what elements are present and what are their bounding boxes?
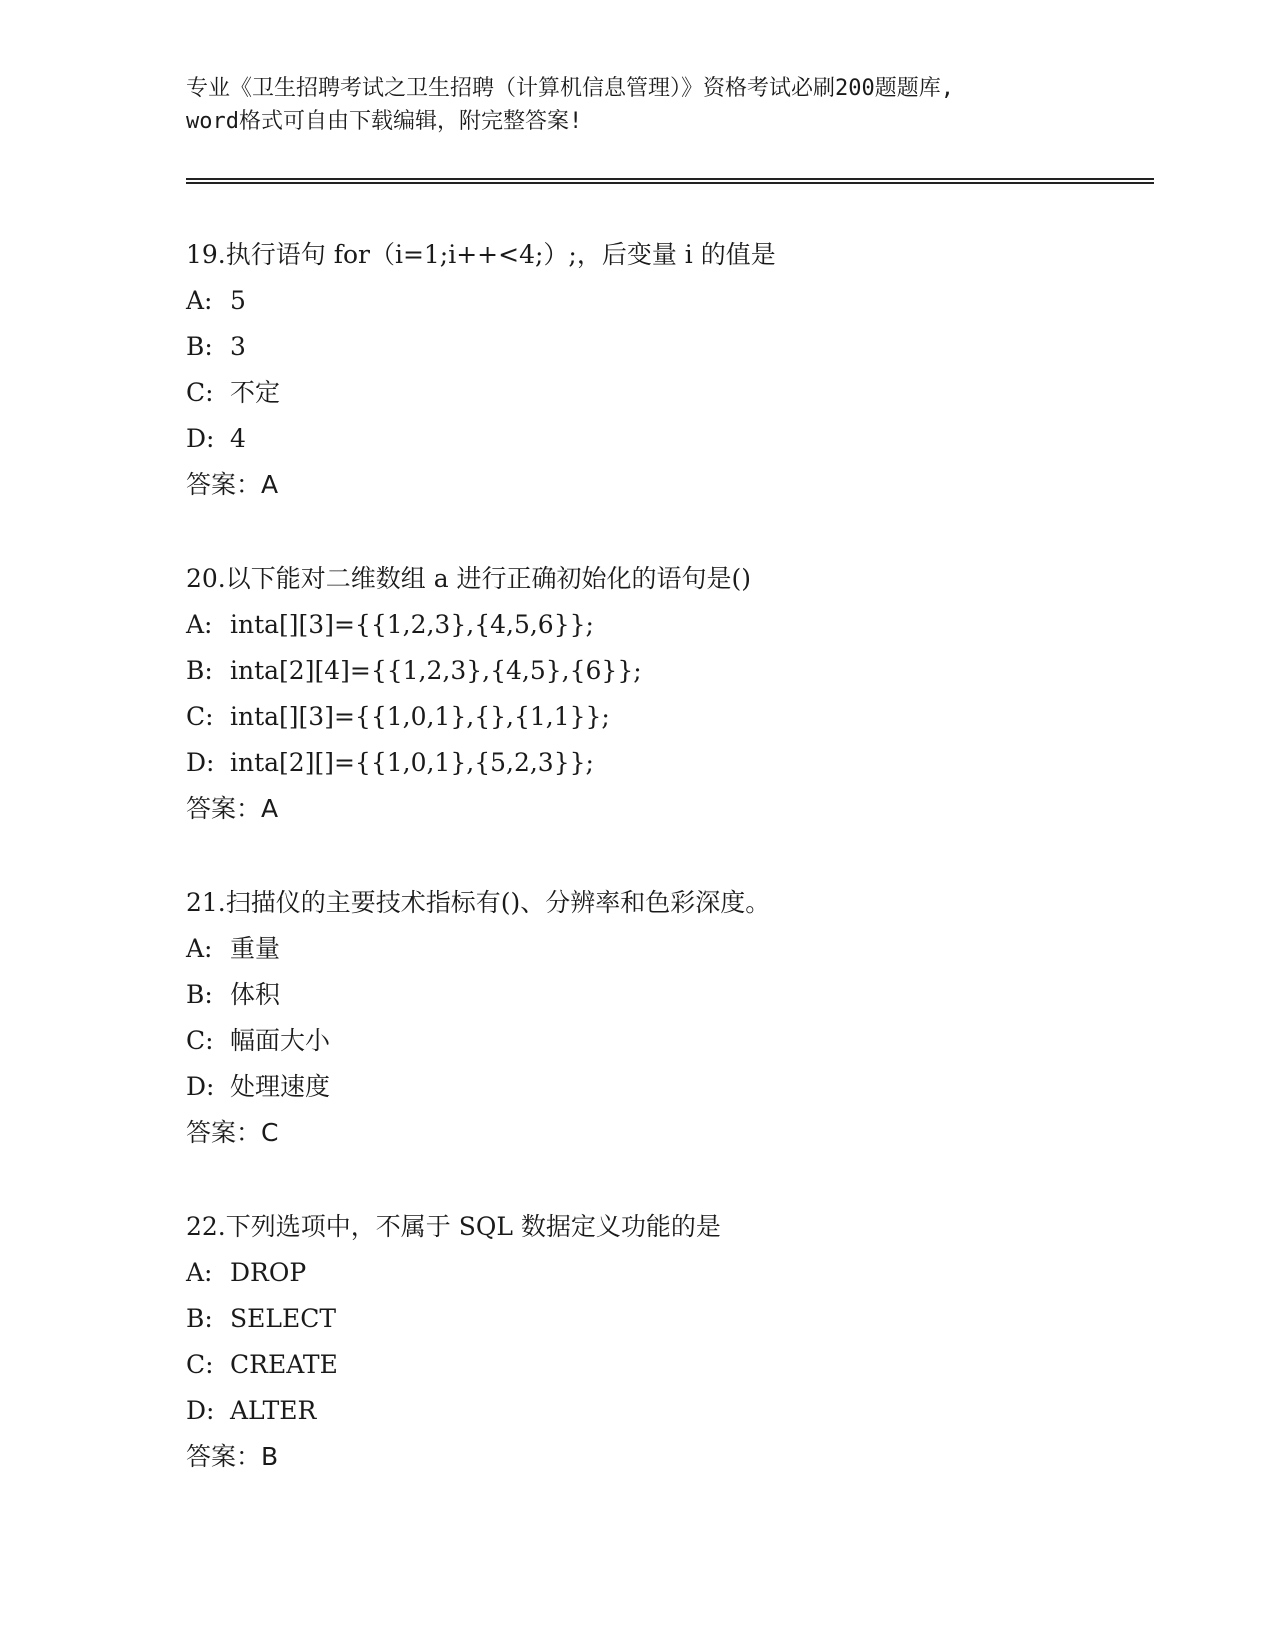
option-key: A: (186, 934, 213, 963)
question-text: 20.以下能对二维数组 a 进行正确初始化的语句是() (186, 564, 752, 593)
option-key: C: (186, 702, 214, 731)
option-c (186, 370, 1136, 416)
option-text: 不定 (230, 378, 281, 407)
option-key: B: (186, 980, 213, 1009)
option-key: B: (186, 656, 213, 685)
option-text: DROP (230, 1258, 307, 1287)
question-19 (186, 232, 1136, 508)
option-b (186, 1296, 1136, 1342)
option-b (186, 324, 1136, 370)
option-b (186, 648, 1136, 694)
option-text: ALTER (230, 1396, 317, 1425)
option-text: 体积 (230, 980, 281, 1009)
option-key: C: (186, 1026, 214, 1055)
option-key: A: (186, 610, 213, 639)
option-key: A: (186, 1258, 213, 1287)
document-header (186, 72, 1126, 138)
question-20 (186, 556, 1136, 832)
option-key: D: (186, 1396, 215, 1425)
option-text: 4 (230, 424, 246, 453)
answer-line: 答案：A (186, 794, 279, 823)
question-text: 19.执行语句 for（i=1;i++<4;）;，后变量 i 的值是 (186, 240, 776, 269)
option-text: 处理速度 (230, 1072, 331, 1101)
option-text: inta[][3]={{1,0,1},{},{1,1}}; (230, 702, 610, 731)
option-c (186, 694, 1136, 740)
answer-line: 答案：C (186, 1118, 279, 1147)
option-text: 幅面大小 (230, 1026, 331, 1055)
option-a (186, 278, 1136, 324)
header-line-1: 专业《卫生招聘考试之卫生招聘（计算机信息管理）》资格考试必刷200题题库, (186, 76, 954, 101)
option-text: inta[2][4]={{1,2,3},{4,5},{6}}; (230, 656, 642, 685)
header-line-2: word格式可自由下载编辑，附完整答案! (186, 109, 583, 134)
option-text: 3 (230, 332, 246, 361)
question-21 (186, 880, 1136, 1156)
question-text: 21.扫描仪的主要技术指标有()、分辨率和色彩深度。 (186, 888, 771, 917)
option-key: D: (186, 748, 215, 777)
option-b (186, 972, 1136, 1018)
answer-line: 答案：B (186, 1442, 279, 1471)
option-d (186, 1064, 1136, 1110)
question-22 (186, 1204, 1136, 1480)
option-text: inta[][3]={{1,2,3},{4,5,6}}; (230, 610, 594, 639)
option-a (186, 602, 1136, 648)
option-key: B: (186, 332, 213, 361)
option-key: B: (186, 1304, 213, 1333)
question-list (186, 232, 1136, 1528)
option-key: C: (186, 1350, 214, 1379)
option-key: C: (186, 378, 214, 407)
option-d (186, 740, 1136, 786)
answer-line: 答案：A (186, 470, 279, 499)
option-text: 重量 (230, 934, 281, 963)
option-key: A: (186, 286, 213, 315)
option-d (186, 1388, 1136, 1434)
option-text: 5 (230, 286, 246, 315)
option-a (186, 1250, 1136, 1296)
header-double-rule (186, 178, 1154, 184)
option-a (186, 926, 1136, 972)
option-key: D: (186, 1072, 215, 1101)
option-c (186, 1342, 1136, 1388)
option-key: D: (186, 424, 215, 453)
option-text: CREATE (230, 1350, 338, 1379)
question-text: 22.下列选项中，不属于 SQL 数据定义功能的是 (186, 1212, 721, 1241)
option-text: inta[2][]={{1,0,1},{5,2,3}}; (230, 748, 594, 777)
option-d (186, 416, 1136, 462)
option-text: SELECT (230, 1304, 337, 1333)
option-c (186, 1018, 1136, 1064)
